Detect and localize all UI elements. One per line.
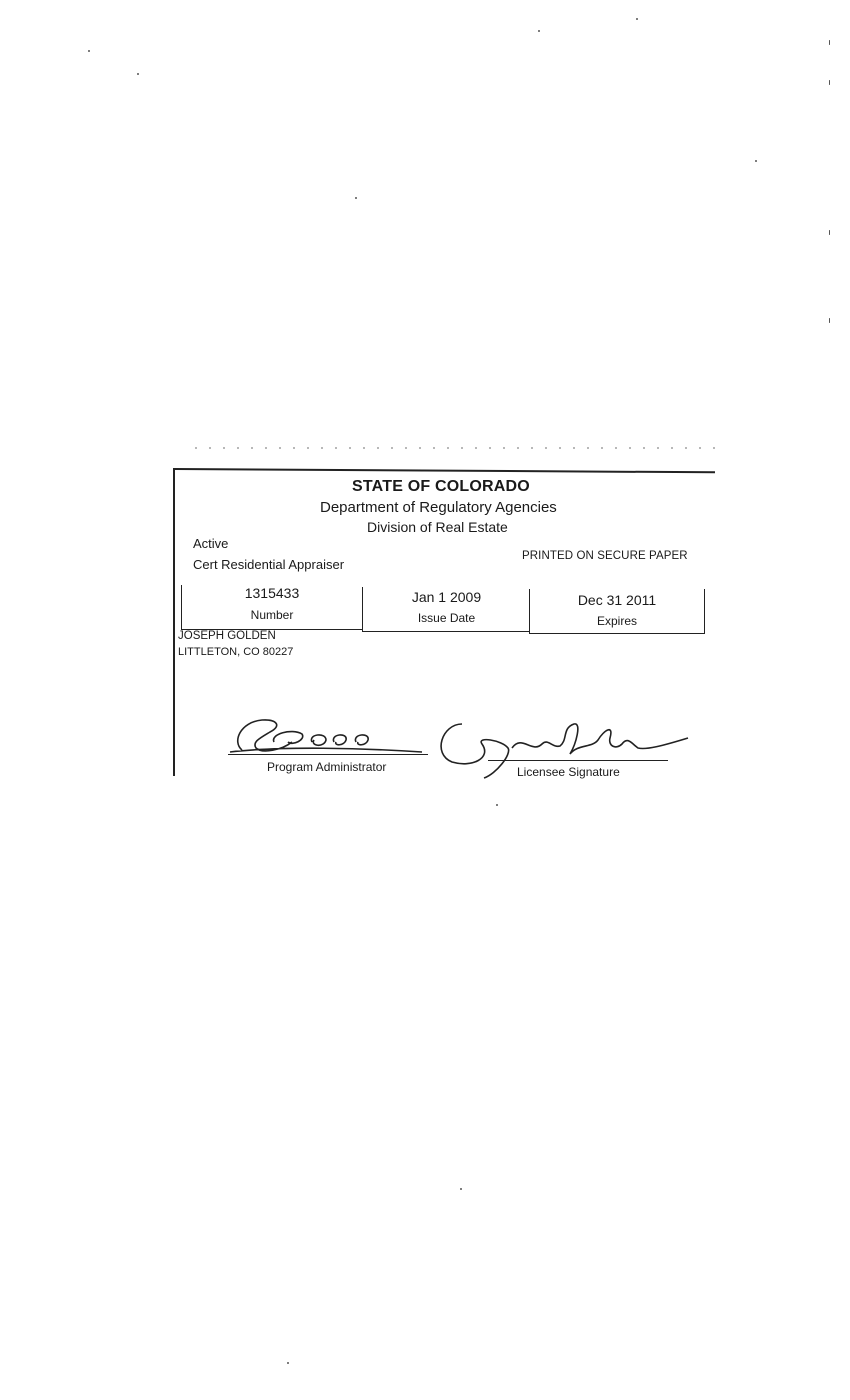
scan-speck [137, 73, 139, 75]
scan-speck [636, 18, 638, 20]
expires-label: Expires [596, 614, 637, 628]
licensee-signature-line [488, 760, 668, 761]
license-type: Cert Residential Appraiser [193, 557, 345, 572]
license-number-value: 1315433 [244, 585, 300, 601]
scan-speck [829, 80, 830, 85]
expires-value: Dec 31 2011 [577, 592, 657, 608]
state-title: STATE OF COLORADO [352, 478, 530, 495]
scan-speck [496, 804, 498, 806]
scan-speck [287, 1362, 289, 1364]
scan-speck [88, 50, 90, 52]
scan-speck [355, 197, 357, 199]
license-number-label: Number [250, 608, 294, 622]
licensee-name: JOSEPH GOLDEN [178, 630, 276, 642]
card-left-border [173, 468, 175, 776]
scan-speck [538, 30, 540, 32]
license-status: Active [193, 536, 229, 551]
scan-speck [755, 160, 757, 162]
program-admin-label: Program Administrator [267, 760, 387, 774]
program-admin-signature-line [228, 754, 428, 755]
license-number-box [181, 585, 362, 630]
issue-date-value: Jan 1 2009 [411, 589, 482, 605]
scan-speck [829, 230, 830, 235]
issue-date-box [362, 587, 530, 632]
expires-box [529, 589, 705, 634]
department-name: Department of Regulatory Agencies [320, 499, 557, 516]
licensee-address: LITTLETON, CO 80227 [178, 646, 294, 658]
licensee-signature-label: Licensee Signature [517, 765, 620, 779]
card-top-border [175, 468, 715, 473]
scan-speck [829, 40, 830, 45]
dotted-scan-line [195, 447, 715, 449]
secure-paper-note: PRINTED ON SECURE PAPER [522, 550, 688, 562]
division-name: Division of Real Estate [367, 519, 508, 535]
scan-speck [829, 318, 830, 323]
scan-speck [460, 1188, 462, 1190]
issue-date-label: Issue Date [417, 611, 476, 625]
